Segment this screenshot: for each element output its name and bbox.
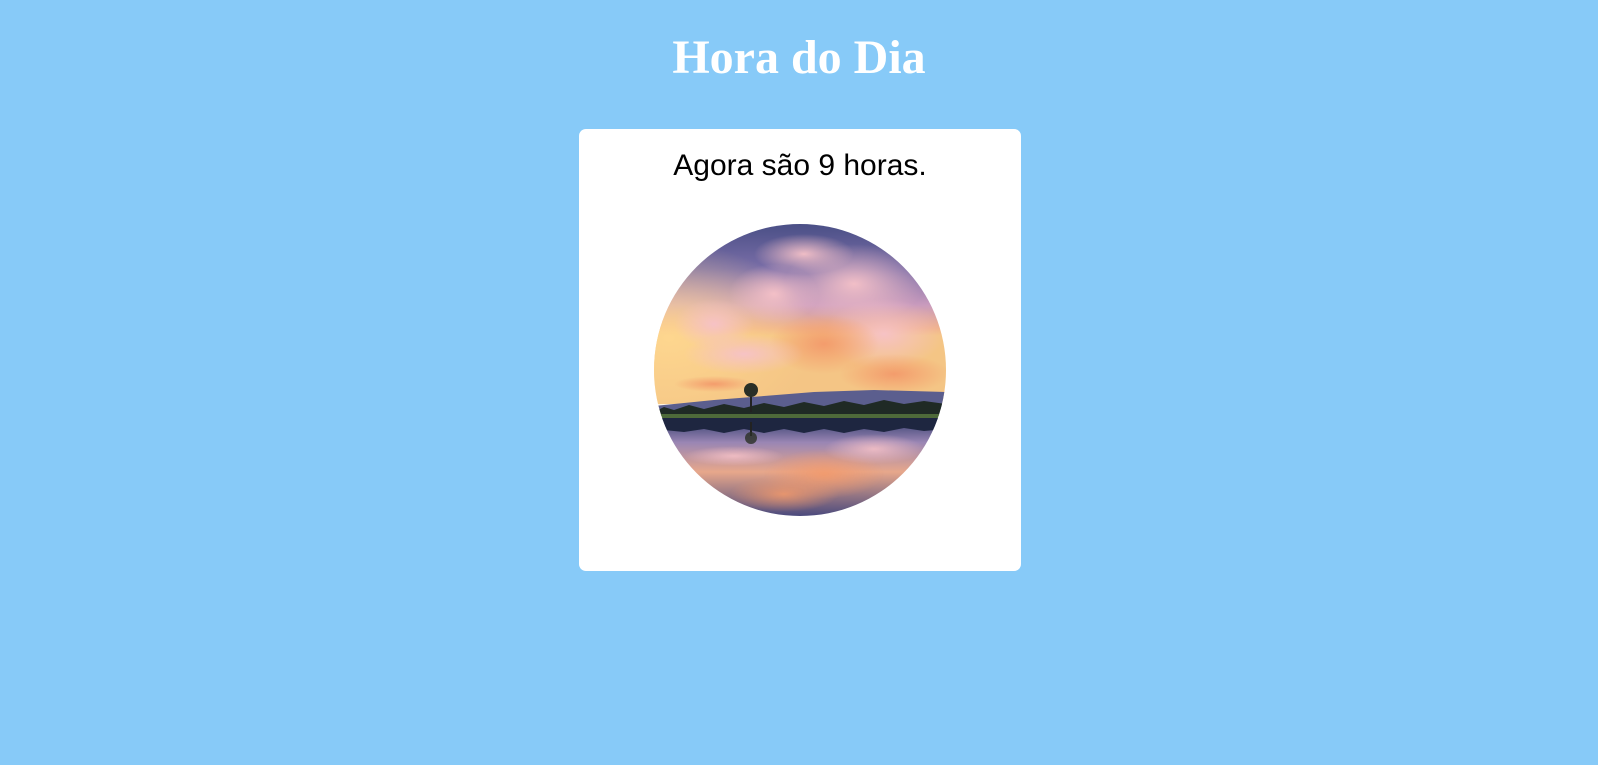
time-message: Agora são 9 horas. — [673, 149, 927, 182]
time-card — [579, 129, 1021, 571]
page-title: Hora do Dia — [672, 31, 926, 84]
sunset-lake-image — [654, 224, 946, 516]
